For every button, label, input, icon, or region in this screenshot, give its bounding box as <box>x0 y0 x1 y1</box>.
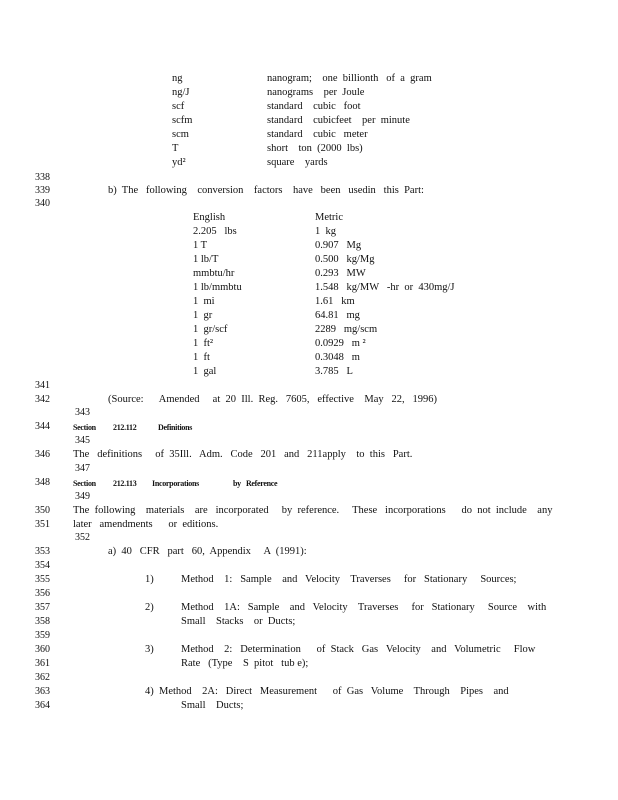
line-number: 355 <box>35 574 50 585</box>
abbr-term: scfm <box>172 115 193 126</box>
abbr-definition: standard cubicfeet per minute <box>267 115 410 126</box>
section-label: Section <box>73 423 96 432</box>
metric-value: 0.0929 m ² <box>315 338 366 349</box>
definitions-paragraph: The definitions of 35Ill. Adm. Code 201 and 211apply to this Part. <box>73 449 413 460</box>
line-number: 346 <box>35 449 50 460</box>
line-number: 340 <box>35 198 50 209</box>
incorporation-paragraph-line: The following materials are incorporated by reference. These incorporations do not include any <box>73 505 553 516</box>
conversion-intro: b) The following conversion factors have been usedin this Part: <box>108 185 424 196</box>
line-number: 341 <box>35 380 50 391</box>
incorporation-paragraph-line: later amendments or editions. <box>73 519 219 530</box>
line-number: 351 <box>35 519 50 530</box>
line-number: 342 <box>35 394 50 405</box>
section-title: Incorporations <box>152 479 199 488</box>
line-number: 358 <box>35 616 50 627</box>
line-number: 357 <box>35 602 50 613</box>
abbr-definition: nanograms per Joule <box>267 87 365 98</box>
metric-value: 1.548 kg/MW -hr or 430mg/J <box>315 282 455 293</box>
line-number: 349 <box>75 491 90 502</box>
method-text: Method 1A: Sample and Velocity Traverses for Stationary Source with <box>181 602 547 613</box>
method-text: Method 2A: Direct Measurement of Gas Volume Through Pipes and <box>159 686 509 697</box>
metric-value: 0.293 MW <box>315 268 366 279</box>
english-value: 1 ft <box>193 352 210 363</box>
english-value: 1 gal <box>193 366 217 377</box>
abbr-definition: short ton (2000 lbs) <box>267 143 363 154</box>
english-value: mmbtu/hr <box>193 268 235 279</box>
line-number: 347 <box>75 463 90 474</box>
line-number: 344 <box>35 421 50 432</box>
metric-value: 0.500 kg/Mg <box>315 254 375 265</box>
abbr-term: scm <box>172 129 189 140</box>
english-value: 1 mi <box>193 296 215 307</box>
metric-value: 64.81 mg <box>315 310 360 321</box>
method-number: 3) <box>145 644 154 655</box>
cfr-heading: a) 40 CFR part 60, Appendix A (1991): <box>108 546 307 557</box>
column-header-english: English <box>193 212 226 223</box>
abbr-term: T <box>172 143 179 154</box>
method-text: Method 2: Determination of Stack Gas Velocity and Volumetric Flow <box>181 644 536 655</box>
method-number: 4) <box>145 686 154 697</box>
method-text-continued: Rate (Type S pitot tub e); <box>181 658 309 669</box>
english-value: 1 lb/T <box>193 254 219 265</box>
section-label: Section <box>73 479 96 488</box>
line-number: 345 <box>75 435 90 446</box>
section-number: 212.112 <box>113 423 137 432</box>
metric-value: 3.785 L <box>315 366 353 377</box>
line-number: 350 <box>35 505 50 516</box>
metric-value: 2289 mg/scm <box>315 324 378 335</box>
method-number: 1) <box>145 574 154 585</box>
abbr-term: scf <box>172 101 185 112</box>
abbr-term: ng/J <box>172 87 190 98</box>
english-value: 1 gr <box>193 310 213 321</box>
line-number: 343 <box>75 407 90 418</box>
line-number: 354 <box>35 560 50 571</box>
line-number: 353 <box>35 546 50 557</box>
line-number: 348 <box>35 477 50 488</box>
source-note: (Source: Amended at 20 Ill. Reg. 7605, effective May 22, 1996) <box>108 394 438 405</box>
section-title-continued: by Reference <box>233 479 278 488</box>
method-text: Method 1: Sample and Velocity Traverses for Stationary Sources; <box>181 574 517 585</box>
line-number: 359 <box>35 630 50 641</box>
line-number: 339 <box>35 185 50 196</box>
english-value: 1 T <box>193 240 208 251</box>
method-text-continued: Small Ducts; <box>181 700 244 711</box>
english-value: 2.205 lbs <box>193 226 237 237</box>
abbr-definition: standard cubic foot <box>267 101 361 112</box>
abbr-definition: square yards <box>267 157 328 168</box>
abbr-term: ng <box>172 73 183 84</box>
method-text-continued: Small Stacks or Ducts; <box>181 616 296 627</box>
metric-value: 1 kg <box>315 226 336 237</box>
abbr-definition: standard cubic meter <box>267 129 368 140</box>
metric-value: 1.61 km <box>315 296 355 307</box>
section-title: Definitions <box>158 423 193 432</box>
line-number: 360 <box>35 644 50 655</box>
line-number: 362 <box>35 672 50 683</box>
line-number: 356 <box>35 588 50 599</box>
english-value: 1 ft² <box>193 338 214 349</box>
line-number: 361 <box>35 658 50 669</box>
english-value: 1 lb/mmbtu <box>193 282 242 293</box>
line-number: 363 <box>35 686 50 697</box>
abbr-term: yd² <box>172 157 186 168</box>
column-header-metric: Metric <box>315 212 343 223</box>
method-number: 2) <box>145 602 154 613</box>
line-number: 352 <box>75 532 90 543</box>
english-value: 1 gr/scf <box>193 324 228 335</box>
metric-value: 0.907 Mg <box>315 240 362 251</box>
section-number: 212.113 <box>113 479 137 488</box>
abbr-definition: nanogram; one billionth of a gram <box>267 73 432 84</box>
line-number: 338 <box>35 172 50 183</box>
metric-value: 0.3048 m <box>315 352 360 363</box>
line-number: 364 <box>35 700 50 711</box>
